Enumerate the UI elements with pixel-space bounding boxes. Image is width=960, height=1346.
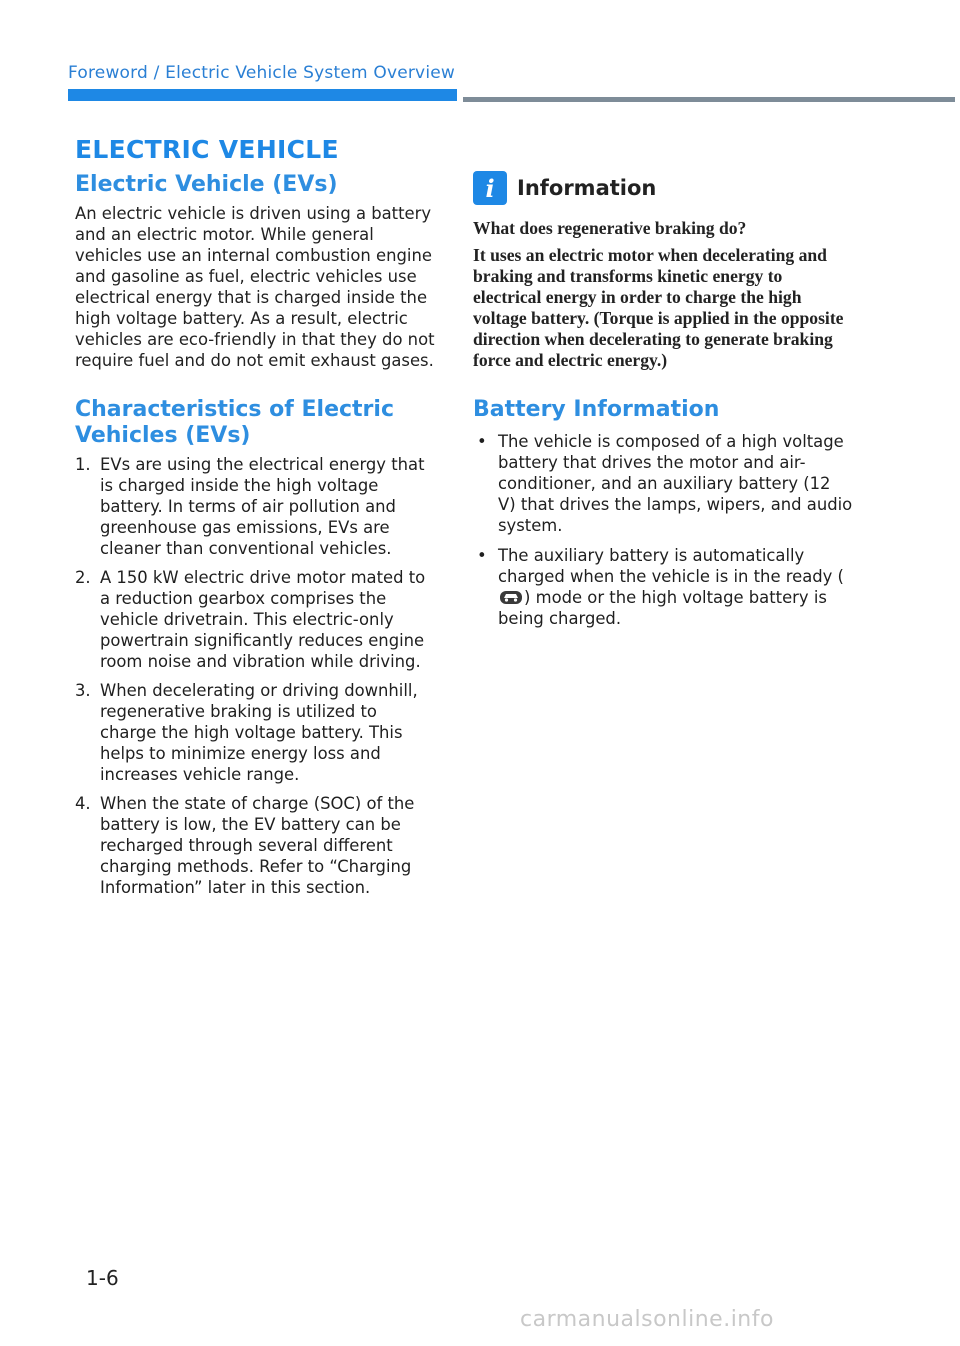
list-item-text: When the state of charge (SOC) of the battery is low, the EV battery can be recharged through several different charging methods. Refer to “Charging Information” later in this section. [100,794,415,897]
page-number: 1-6 [86,1266,119,1290]
bullet-icon: • [477,546,487,565]
ev-paragraph: An electric vehicle is driven using a battery and an electric motor. While general vehicles use an internal combustion engine and gasoline as fuel, electric vehicles use electrical energy that is charged inside the high voltage battery. As a result, electric vehicles are eco-friendly in that they do not require fuel and do not emit exhaust gases. [75,204,435,370]
list-item-text-after: ) mode or the high voltage battery is being charged. [498,588,827,628]
battery-list [473,431,853,629]
information-title: Information [517,176,657,200]
characteristics-heading: Characteristics of Electric Vehicles (EVs) [75,397,394,448]
list-item [473,545,853,629]
list-item [75,567,437,672]
list-item [473,431,853,536]
list-item-text: EVs are using the electrical energy that is charged inside the high voltage battery. In terms of air pollution and greenhouse gas emissions, EVs are cleaner than conventional vehicles. [100,455,425,558]
section-title: ELECTRIC VEHICLE [75,135,339,164]
bullet-icon: • [477,432,487,451]
list-item-text-before: The auxiliary battery is automatically charged when the vehicle is in the ready ( [498,546,844,586]
information-answer: It uses an electric motor when decelerating and braking and transforms kinetic energy to electrical energy in order to charge the high voltage battery. (Torque is applied in the opposite direction when decelerating to generate braking force and electric energy.) [473,245,844,370]
breadcrumb: Foreword / Electric Vehicle System Overview [68,63,455,83]
list-item-number: 4. [75,794,91,813]
left-column [75,135,437,906]
list-item-number: 1. [75,455,91,474]
list-item-number: 3. [75,681,91,700]
list-item-number: 2. [75,568,91,587]
list-item-text: A 150 kW electric drive motor mated to a reduction gearbox comprises the vehicle drivetrain. This electric-only powertrain significantly reduces engine room noise and vibration while driving. [100,568,426,671]
header-rule-accent [68,89,457,101]
information-question: What does regenerative braking do? [473,218,747,238]
characteristics-list [75,454,437,898]
battery-heading: Battery Information [473,397,720,422]
list-item [75,454,437,559]
list-item [75,793,437,898]
ev-heading: Electric Vehicle (EVs) [75,172,338,197]
info-icon: i [473,171,507,205]
ready-car-icon [499,589,523,606]
watermark: carmanualsonline.info [520,1307,774,1332]
list-item-text: When decelerating or driving downhill, regenerative braking is utilized to charge the high voltage battery. This helps to minimize energy loss and increases vehicle range. [100,681,418,784]
list-item-text: The vehicle is composed of a high voltage battery that drives the motor and air-conditioner, and an auxiliary battery (12 V) that drives the lamps, wipers, and audio system. [498,432,853,535]
right-column [473,135,853,638]
list-item [75,680,437,785]
information-header [473,171,853,205]
header-rule-gray [463,97,955,102]
